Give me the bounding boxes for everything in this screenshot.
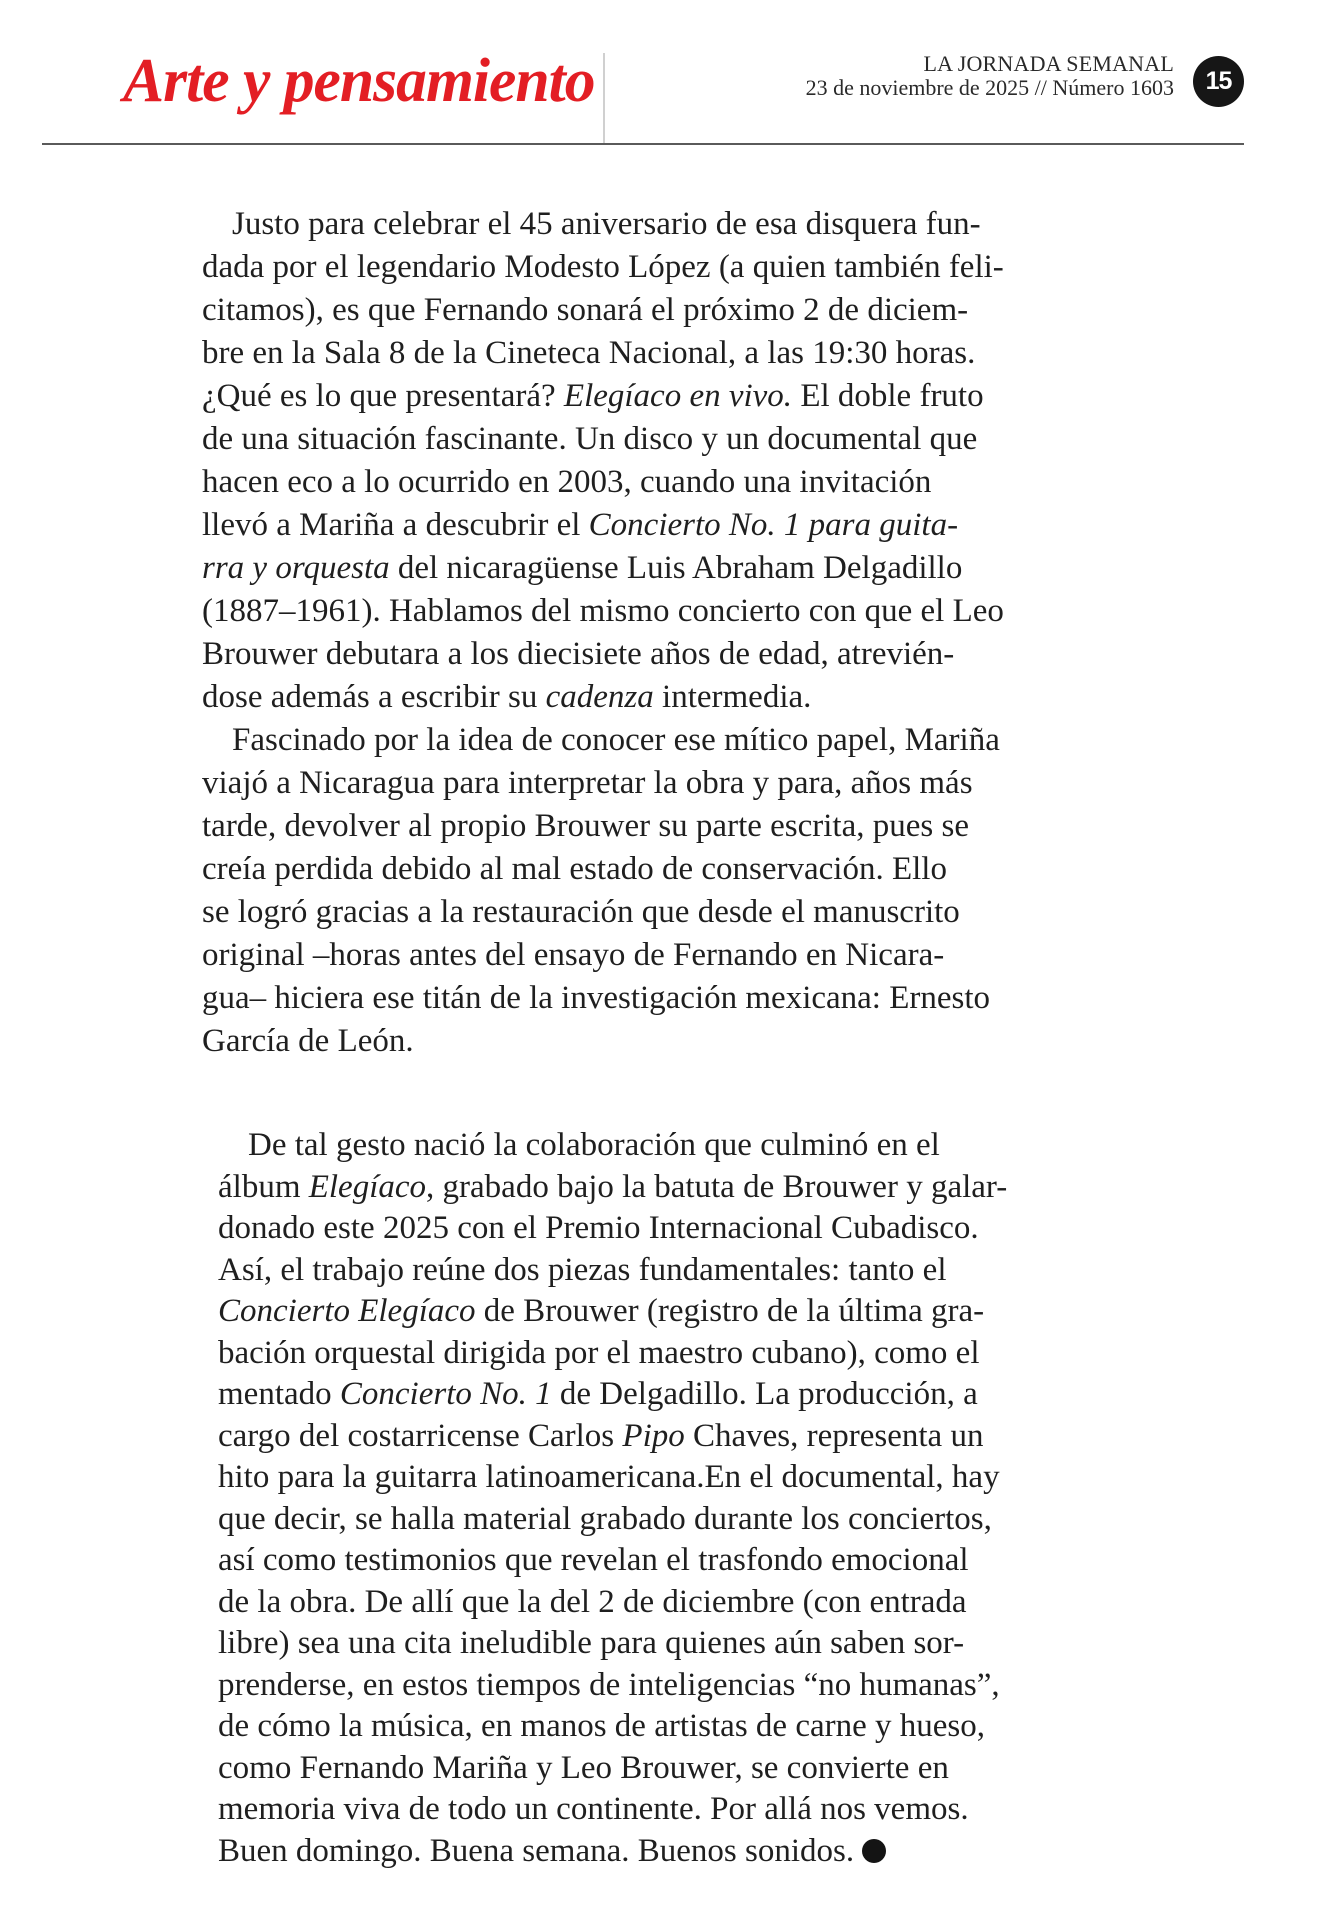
text-line xyxy=(202,375,1118,418)
text-line xyxy=(218,1665,1110,1707)
text-run: del nicaragüense Luis Abraham Delgadillo xyxy=(389,550,963,586)
text-line xyxy=(202,891,1118,934)
text-run: De tal gesto nació la colaboración que culminó en el xyxy=(248,1127,940,1163)
text-run: de una situación fascinante. Un disco y un documental que xyxy=(202,421,978,457)
italic-text: Concierto No. 1 para guita- xyxy=(588,507,959,543)
header-vertical-divider xyxy=(603,53,605,145)
text-run: gua– hiciera ese titán de la investigación mexicana: Ernesto xyxy=(202,980,991,1016)
text-run: Buen domingo. Buena semana. Buenos sonidos. xyxy=(218,1832,855,1869)
text-line xyxy=(218,1416,1110,1458)
text-line xyxy=(218,1250,1110,1292)
page-number: 15 xyxy=(1205,67,1232,95)
publication-name: LA JORNADA SEMANAL xyxy=(923,51,1174,76)
text-run: donado este 2025 con el Premio Internacional Cubadisco. xyxy=(218,1210,979,1246)
text-line xyxy=(218,1582,1110,1624)
text-line xyxy=(202,762,1118,805)
text-run: García de León. xyxy=(202,1023,414,1059)
text-run: así como testimonios que revelan el trasfondo emocional xyxy=(218,1542,969,1578)
paragraph-first-line xyxy=(218,1125,1110,1167)
end-of-article-dot-icon xyxy=(862,1839,886,1863)
text-run: Fascinado por la idea de conocer ese mítico papel, Mariña xyxy=(232,722,1000,758)
text-run: bre en la Sala 8 de la Cineteca Nacional, a las 19:30 horas. xyxy=(202,335,976,371)
italic-text: Elegíaco xyxy=(308,1168,427,1205)
text-line xyxy=(218,1706,1110,1748)
text-line xyxy=(218,1457,1110,1499)
text-run: intermedia. xyxy=(653,679,812,715)
italic-text: Pipo xyxy=(622,1417,685,1454)
text-line xyxy=(218,1789,1110,1831)
text-line xyxy=(202,848,1118,891)
text-run: citamos), es que Fernando sonará el próximo 2 de diciem- xyxy=(202,292,969,328)
text-run: original –horas antes del ensayo de Fernando en Nicara- xyxy=(202,937,945,973)
text-run: hito para la guitarra latinoamericana.En el documental, hay xyxy=(218,1459,1000,1495)
italic-text: rra y orquesta xyxy=(202,550,390,586)
text-run: de la obra. De allí que la del 2 de diciembre (con entrada xyxy=(218,1583,967,1620)
text-run: de Delgadillo. La producción, a xyxy=(551,1376,978,1412)
text-line xyxy=(202,676,1118,719)
text-line xyxy=(218,1499,1110,1541)
text-run: que decir, se halla material grabado durante los conciertos, xyxy=(218,1500,992,1537)
article-block-1 xyxy=(202,203,1118,1063)
article-block-2 xyxy=(218,1125,1110,1872)
text-run: prenderse, en estos tiempos de inteligencias “no humanas”, xyxy=(218,1666,1000,1703)
text-line xyxy=(202,289,1118,332)
text-line xyxy=(218,1291,1110,1333)
italic-text: Concierto No. 1 xyxy=(339,1376,552,1412)
text-run: (1887–1961). Hablamos del mismo concierto con que el Leo xyxy=(202,593,1004,629)
text-run: de cómo la música, en manos de artistas de carne y hueso, xyxy=(218,1708,985,1744)
text-run: bación orquestal dirigida por el maestro cubano), como el xyxy=(218,1334,980,1371)
italic-text: cadenza xyxy=(545,679,654,715)
text-line xyxy=(202,590,1118,633)
text-line xyxy=(202,977,1118,1020)
text-run: Brouwer debutara a los diecisiete años de edad, atrevién- xyxy=(202,636,955,672)
text-line xyxy=(218,1167,1110,1209)
text-run: El doble fruto xyxy=(792,378,984,414)
text-run: dada por el legendario Modesto López (a quien también feli- xyxy=(202,249,1004,285)
text-line xyxy=(202,418,1118,461)
text-line xyxy=(202,633,1118,676)
text-run: memoria viva de todo un continente. Por allá nos vemos. xyxy=(218,1791,969,1827)
text-line xyxy=(202,805,1118,848)
text-line xyxy=(218,1374,1110,1416)
text-line xyxy=(218,1333,1110,1375)
text-line xyxy=(218,1540,1110,1582)
text-line xyxy=(202,934,1118,977)
text-run: Así, el trabajo reúne dos piezas fundamentales: tanto el xyxy=(218,1251,947,1288)
text-run: se logró gracias a la restauración que desde el manuscrito xyxy=(202,894,960,930)
paragraph-first-line xyxy=(202,719,1118,762)
text-line xyxy=(202,1020,1118,1063)
italic-text: Elegíaco en vivo. xyxy=(563,378,793,414)
text-line xyxy=(218,1623,1110,1665)
text-line xyxy=(202,246,1118,289)
page-number-badge xyxy=(1193,56,1244,107)
text-run: tarde, devolver al propio Brouwer su parte escrita, pues se xyxy=(202,808,969,844)
text-run: dose además a escribir su xyxy=(202,679,546,715)
text-line xyxy=(218,1831,1110,1873)
text-run: mentado xyxy=(218,1376,340,1412)
text-line xyxy=(202,504,1118,547)
text-run: Justo para celebrar el 45 aniversario de esa disquera fun- xyxy=(232,206,981,242)
section-title: Arte y pensamiento xyxy=(123,47,595,115)
text-run: ¿Qué es lo que presentará? xyxy=(202,378,564,414)
text-run: libre) sea una cita ineludible para quienes aún saben sor- xyxy=(218,1625,965,1661)
text-line xyxy=(202,461,1118,504)
paragraph-first-line xyxy=(202,203,1118,246)
text-run: como Fernando Mariña y Leo Brouwer, se convierte en xyxy=(218,1749,949,1786)
header-rule xyxy=(42,143,1244,145)
text-line xyxy=(218,1208,1110,1250)
text-run: viajó a Nicaragua para interpretar la obra y para, años más xyxy=(202,765,973,801)
text-run: , grabado bajo la batuta de Brouwer y galar- xyxy=(426,1168,1008,1205)
text-run: hacen eco a lo ocurrido en 2003, cuando una invitación xyxy=(202,464,932,500)
text-line xyxy=(218,1748,1110,1790)
text-run: de Brouwer (registro de la última gra- xyxy=(475,1293,985,1329)
masthead xyxy=(806,52,1174,100)
text-run: creía perdida debido al mal estado de conservación. Ello xyxy=(202,851,947,887)
issue-date-number: 23 de noviembre de 2025 // Número 1603 xyxy=(805,75,1174,100)
text-run: cargo del costarricense Carlos xyxy=(218,1417,623,1454)
text-run: álbum xyxy=(218,1168,309,1205)
text-run: Chaves, representa un xyxy=(684,1417,984,1454)
text-run: llevó a Mariña a descubrir el xyxy=(202,507,589,543)
text-line xyxy=(202,332,1118,375)
italic-text: Concierto Elegíaco xyxy=(218,1293,476,1329)
text-line xyxy=(202,547,1118,590)
